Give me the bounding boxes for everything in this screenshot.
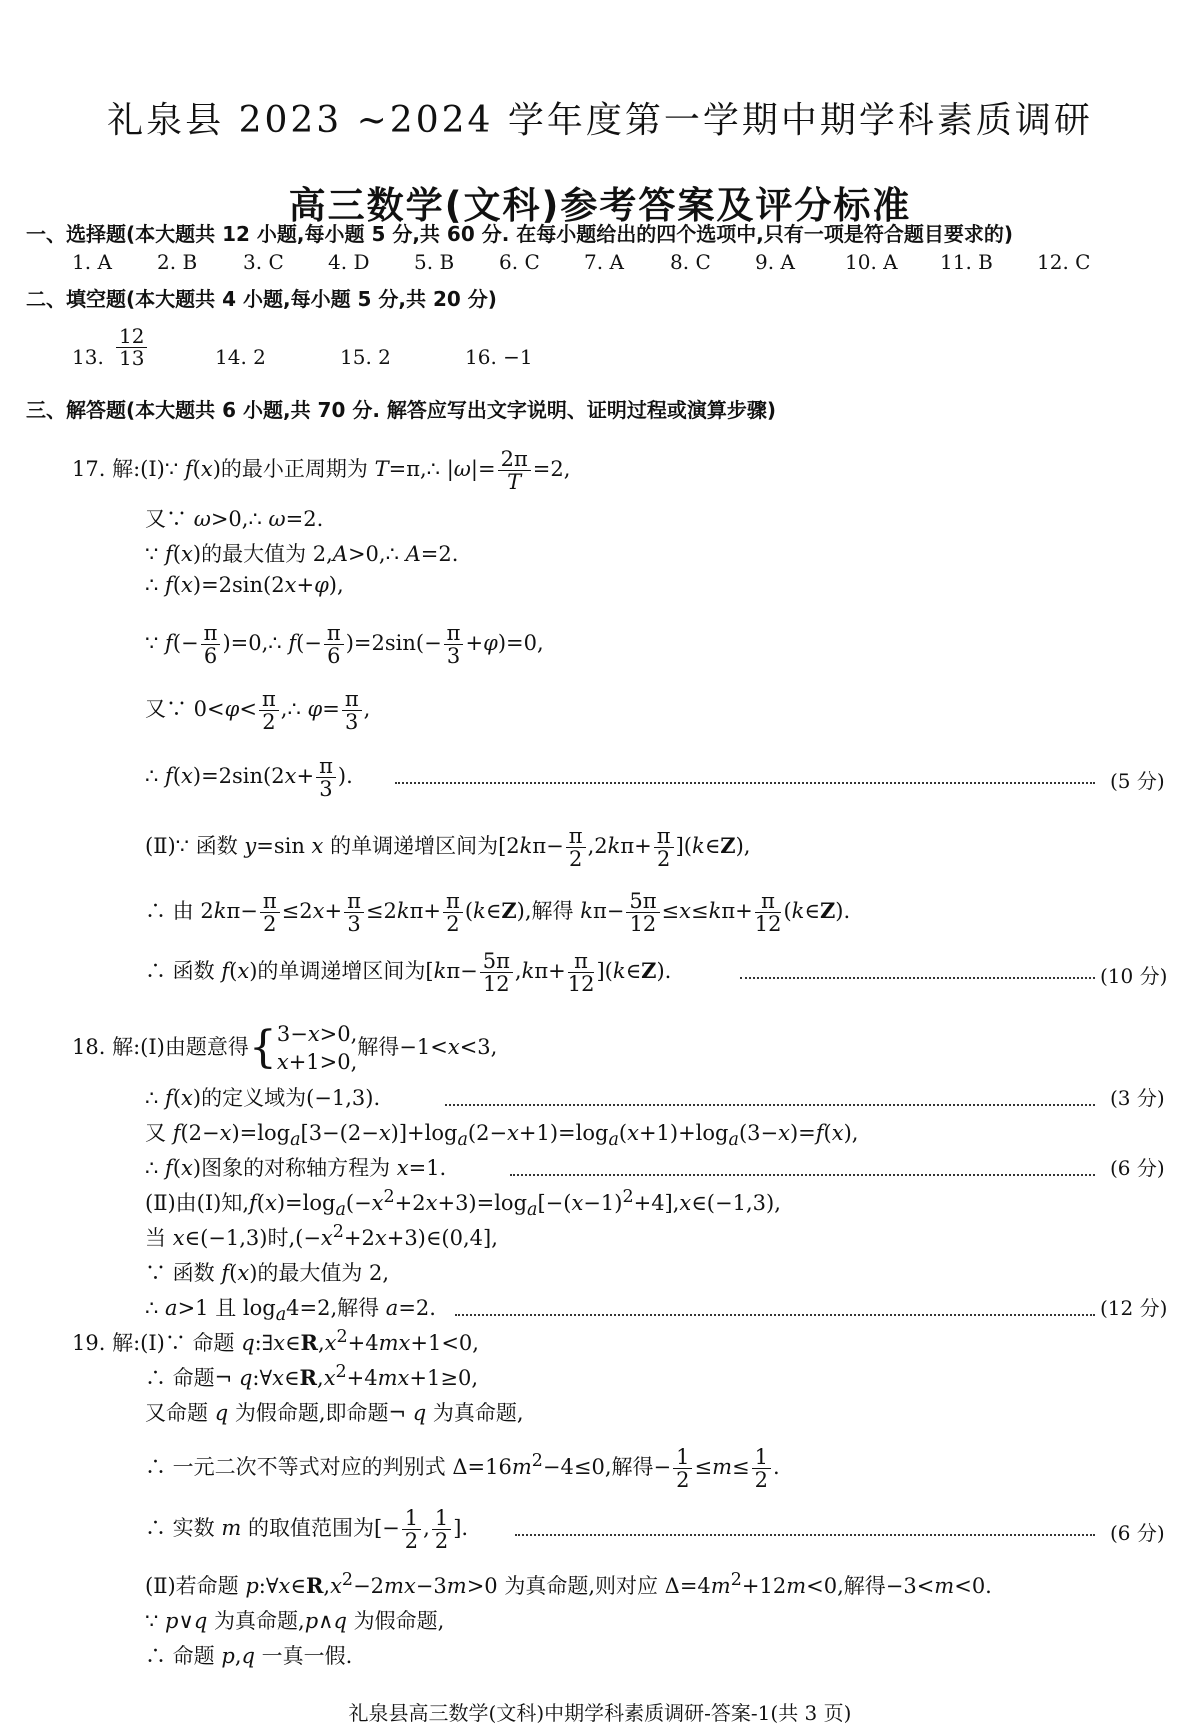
solution-17-line: 17. 解:(Ⅰ)∵ f(x)的最小正周期为 T=π,∴ |ω|= $\frac{2\pi}{T}$ =2, [72,447,571,495]
section-1-heading: 一、选择题(本大题共 12 小题,每小题 5 分,共 60 分. 在每小题给出的四个选项中,只有一项是符合题目要求的) [26,222,1013,246]
solution-18-line: ∴ f(x)的定义域为(−1,3). [145,1086,381,1110]
solution-17-line: ∵ f(x)的最大值为 2,A>0,∴ A=2. [145,542,459,566]
dot-leader [445,1104,1095,1106]
solution-18-line: ∴ a>1 且 $\log_a4=2$,解得 a=2. [145,1296,436,1326]
section-2-heading: 二、填空题(本大题共 4 小题,每小题 5 分,共 20 分) [26,287,497,311]
solution-19-line: ∵ p∨q 为真命题,p∧q 为假命题, [145,1609,445,1633]
score-mark: (5 分) [1110,769,1165,793]
solution-18-line: 又 $f(2-x)=\log_a[3-(2-x)]+\log_a(2-x+1)=\log_a(x+1)+\log_a(3-x)=f(x)$, [145,1121,859,1151]
dot-leader [510,1174,1095,1176]
solution-19-line: ∴ 实数 m 的取值范围为[− $\frac{1}{2}$ , $\frac{1}{2}$ ]. [145,1506,469,1554]
solution-19-line: 又命题 q 为假命题,即命题¬ q 为真命题, [145,1401,524,1425]
score-mark: (12 分) [1100,1296,1168,1320]
mc-answer: 7. A [584,250,624,274]
solution-18-line: 18. 解:(Ⅰ)由题意得{3−x>0, x+1>0,解得−1<x<3, [72,1022,498,1075]
solution-17-line: (Ⅱ)∵ 函数 y=sin x 的单调递增区间为[2kπ− $\frac{\pi}{2}$ ,2kπ+ $\frac{\pi}{2}$ ](k∈Z), [145,824,751,872]
score-mark: (6 分) [1110,1156,1165,1180]
document-subtitle: 高三数学(文科)参考答案及评分标准 [288,184,912,227]
mc-answer: 2. B [157,250,198,274]
mc-answer: 12. C [1037,250,1091,274]
mc-answer: 10. A [845,250,898,274]
solution-17-line: ∴ f(x)=2sin(2x+ $\frac{\pi}{3}$ ). [145,754,353,802]
document-title: 礼泉县 2023 ~2024 学年度第一学期中期学科素质调研 [107,100,1093,141]
solution-17-line: ∵ f(− $\frac{\pi}{6}$ )=0,∴ f(− $\frac{\pi}{6}$ )=2sin(− $\frac{\pi}{3}$ +φ)=0, [145,621,544,669]
solution-19-line: ∴ 命题¬ $q:\forall x\in R,x^2+4mx+1\ge 0$, [145,1362,478,1390]
mc-answer: 4. D [328,250,370,274]
score-mark: (6 分) [1110,1521,1165,1545]
dot-leader [740,977,1095,979]
fill-answer-16: 16. −1 [465,345,533,369]
solution-17-line: ∴ 由 2kπ− $\frac{\pi}{2}$ ≤2x+ $\frac{\pi}{3}$ ≤2kπ+ $\frac{\pi}{2}$ (k∈Z),解得 kπ− $\frac{5\pi}{12}$ ≤x≤kπ+ $\frac{\pi}{12}$ (k∈Z). [145,889,851,937]
page-footer: 礼泉县高三数学(文科)中期学科素质调研-答案-1(共 3 页) [348,1701,852,1725]
dot-leader [395,782,1095,784]
fraction-numerator: 12 [116,326,147,348]
solution-18-line: (Ⅱ)由(Ⅰ)知$,f(x)=\log_a(-x^2+2x+3)=\log_a[-(x-1)^2+4],x\in(-1,3)$, [145,1187,781,1221]
fill-answer-13-label: 13. [72,345,104,369]
solution-19-line: (Ⅱ)若命题 $p:\forall x\in R,x^2-2mx-3m>0$ 为真命题,则对应 $\Delta=4m^2+12m<0$,解得−3<m<0. [145,1570,992,1598]
fill-answer-14: 14. 2 [215,345,266,369]
solution-17-line: ∴ 函数 f(x)的单调递增区间为[kπ− $\frac{5\pi}{12}$ ,kπ+ $\frac{\pi}{12}$ ](k∈Z). [145,949,672,997]
mc-answer: 1. A [72,250,112,274]
solution-18-line: ∴ f(x)图象的对称轴方程为 x=1. [145,1156,447,1180]
mc-answer: 3. C [243,250,284,274]
solution-18-line: ∵ 函数 f(x)的最大值为 2, [145,1261,390,1285]
section-3-heading: 三、解答题(本大题共 6 小题,共 70 分. 解答应写出文字说明、证明过程或演算步骤) [26,398,777,422]
fraction-denominator: 13 [119,346,145,370]
score-mark: (3 分) [1110,1086,1165,1110]
fill-answer-15: 15. 2 [340,345,391,369]
dot-leader [515,1534,1095,1536]
mc-answer: 11. B [940,250,993,274]
solution-17-line: 又∵ 0<φ< $\frac{\pi}{2}$ ,∴ φ= $\frac{\pi}{3}$ , [145,687,371,735]
dot-leader [455,1314,1095,1316]
score-mark: (10 分) [1100,964,1168,988]
fill-answer-13-fraction [114,326,149,369]
solution-19-line: ∴ 命题 p,q 一真一假. [145,1644,353,1668]
mc-answer: 6. C [499,250,540,274]
solution-19-line: 19. 解:(Ⅰ)∵ 命题 $q:\exists x\in R,x^2+4mx+1<0$, [72,1327,479,1355]
solution-17-line: ∴ f(x)=2sin(2x+φ), [145,573,344,597]
solution-18-line: 当 x∈(−1,3)时$,(-x^2+2x+3)\in(0,4]$, [145,1222,498,1250]
mc-answer: 8. C [670,250,711,274]
solution-17-line: 又∵ ω>0,∴ ω=2. [145,507,324,531]
mc-answer: 5. B [414,250,455,274]
mc-answer: 9. A [755,250,795,274]
solution-19-line: ∴ 一元二次不等式对应的判别式 $\Delta=16m^2-4\le 0$,解得− $\frac{1}{2}$ ≤m≤ $\frac{1}{2}$ . [145,1445,780,1493]
